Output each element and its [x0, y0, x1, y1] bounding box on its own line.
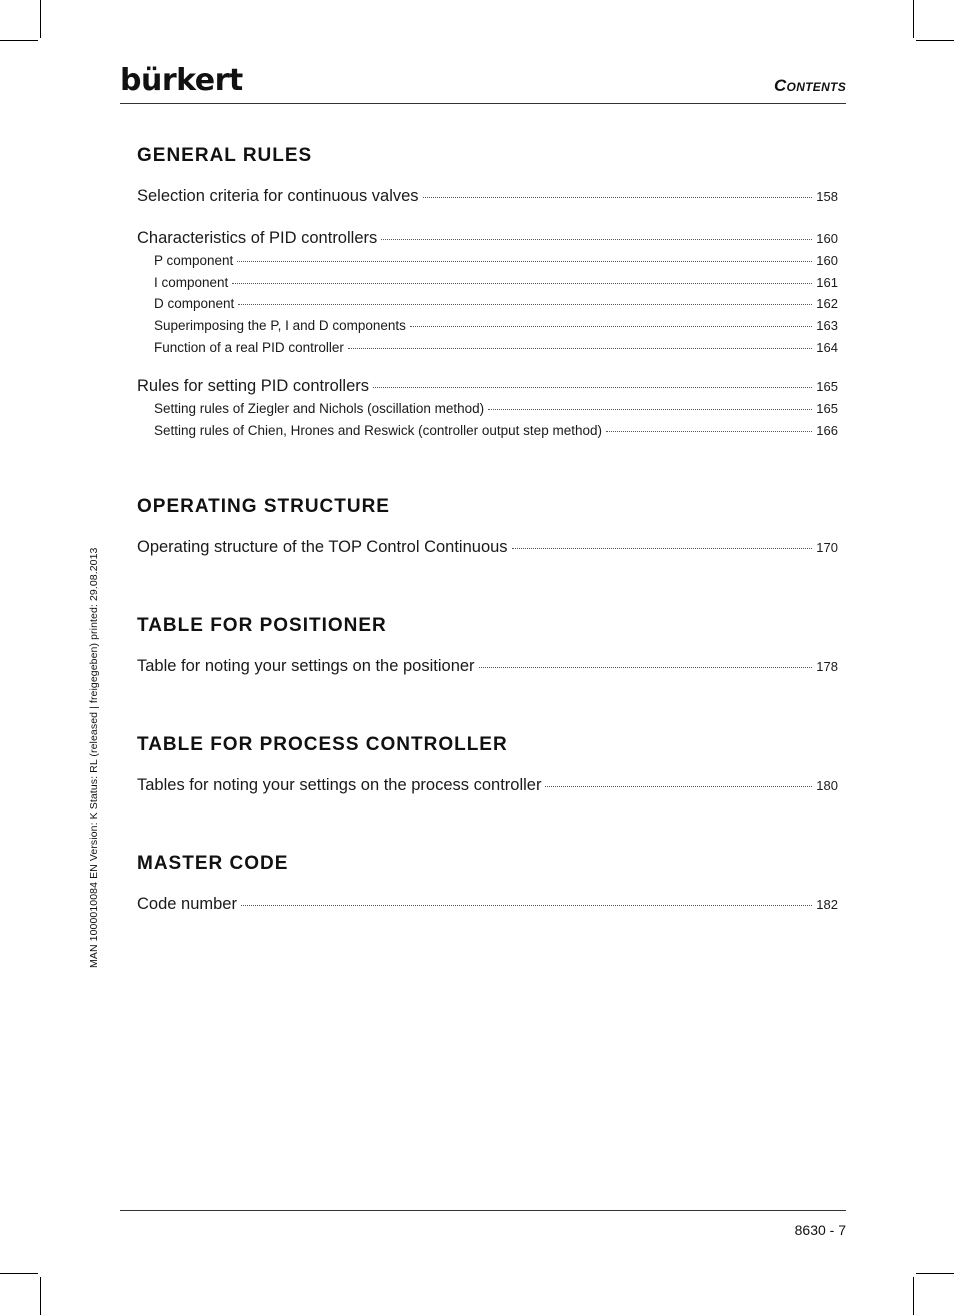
dot-leader — [373, 387, 812, 388]
toc-subentries — [137, 250, 838, 358]
toc-subentry[interactable] — [137, 250, 838, 272]
toc-subentry-label: I component — [154, 274, 229, 290]
crop-mark — [0, 1273, 38, 1274]
dot-leader — [606, 431, 812, 432]
section-heading: TABLE FOR POSITIONER — [137, 614, 387, 636]
document-info-note: MAN 1000010084 EN Version: K Status: RL (released | freigegeben) printed: 29.08.2013 — [88, 547, 100, 968]
crop-mark — [913, 0, 914, 38]
section-heading: GENERAL RULES — [137, 145, 313, 166]
toc-subentry-label: P component — [154, 253, 234, 268]
dot-leader — [410, 326, 812, 327]
dot-leader — [232, 283, 812, 284]
toc-entry-label: Selection criteria for continuous valves — [137, 187, 419, 205]
toc-subentry-page: 164 — [816, 339, 838, 355]
dot-leader — [545, 786, 812, 787]
toc-subentry-label: Setting rules of Ziegler and Nichols (oscillation method) — [154, 401, 485, 417]
dot-leader — [479, 667, 813, 668]
toc-entry-page: 170 — [816, 539, 838, 555]
dot-leader — [381, 239, 812, 240]
toc-section — [137, 613, 838, 678]
dot-leader — [237, 261, 812, 262]
toc-subentry[interactable] — [137, 337, 838, 359]
toc-entry-label: Characteristics of PID controllers — [137, 229, 378, 247]
section-spacer — [137, 577, 838, 613]
toc-entry-page: 180 — [816, 777, 838, 793]
dot-leader — [241, 905, 812, 906]
toc-subentry-page: 161 — [816, 274, 838, 290]
toc-entry[interactable] — [137, 654, 838, 678]
toc-entry-page: 158 — [816, 189, 838, 204]
section-heading: TABLE FOR PROCESS CONTROLLER — [137, 733, 508, 755]
toc-entry-page: 165 — [816, 379, 838, 395]
toc-subentry[interactable] — [137, 293, 838, 315]
section-spacer — [137, 696, 838, 732]
table-of-contents — [137, 143, 838, 934]
toc-subentry[interactable] — [137, 398, 838, 420]
dot-leader — [488, 409, 812, 410]
toc-entry-page: 160 — [816, 231, 838, 246]
toc-subentry-page: 162 — [816, 296, 838, 312]
toc-section — [137, 732, 838, 797]
crop-mark — [40, 1277, 41, 1315]
toc-entry[interactable] — [137, 892, 838, 916]
toc-subentry-label: Function of a real PID controller — [154, 339, 344, 355]
dot-leader — [423, 197, 813, 198]
page-title: Contents — [773, 76, 846, 95]
toc-subentry-page: 165 — [816, 401, 838, 417]
page-number: 8630 - 7 — [794, 1222, 846, 1238]
toc-entry-label: Code number — [137, 894, 237, 913]
crop-mark — [0, 40, 38, 41]
toc-entry[interactable] — [137, 535, 838, 559]
toc-subentry[interactable] — [137, 315, 838, 337]
crop-mark — [913, 1277, 914, 1315]
section-spacer — [137, 458, 838, 494]
toc-subentry-page: 166 — [816, 423, 838, 439]
toc-entry-label: Operating structure of the TOP Control Continuous — [137, 537, 508, 556]
dot-leader — [238, 304, 812, 305]
crop-mark — [916, 40, 954, 41]
toc-entry[interactable] — [137, 773, 838, 797]
section-heading: MASTER CODE — [137, 852, 289, 874]
toc-entry-page: 178 — [816, 658, 838, 674]
burkert-logo: bürkert — [120, 63, 243, 98]
toc-entry-page: 182 — [816, 896, 838, 912]
section-spacer — [137, 815, 838, 851]
toc-section — [137, 143, 838, 442]
toc-subentry[interactable] — [137, 272, 838, 294]
section-heading: OPERATING STRUCTURE — [137, 495, 390, 517]
toc-subentry-label: Setting rules of Chien, Hrones and Reswick (controller output step method) — [154, 423, 602, 439]
crop-mark — [916, 1273, 954, 1274]
toc-entry-label: Table for noting your settings on the positioner — [137, 656, 475, 675]
toc-subentry[interactable] — [137, 420, 838, 442]
footer-divider — [120, 1210, 846, 1211]
toc-subentry-page: 163 — [816, 318, 838, 334]
toc-subentry-page: 160 — [816, 253, 838, 268]
toc-section — [137, 851, 838, 916]
toc-subentry-label: D component — [154, 296, 235, 312]
dot-leader — [348, 348, 812, 349]
header-divider — [120, 103, 846, 104]
toc-entry[interactable] — [137, 226, 838, 250]
toc-subentry-label: Superimposing the P, I and D components — [154, 318, 406, 334]
dot-leader — [512, 548, 813, 549]
toc-subentries — [137, 398, 838, 441]
toc-entry-label: Tables for noting your settings on the process controller — [137, 775, 542, 794]
toc-entry-label: Rules for setting PID controllers — [137, 377, 370, 396]
toc-section — [137, 494, 838, 559]
crop-mark — [40, 0, 41, 38]
toc-entry[interactable] — [137, 184, 838, 208]
toc-entry[interactable] — [137, 374, 838, 398]
